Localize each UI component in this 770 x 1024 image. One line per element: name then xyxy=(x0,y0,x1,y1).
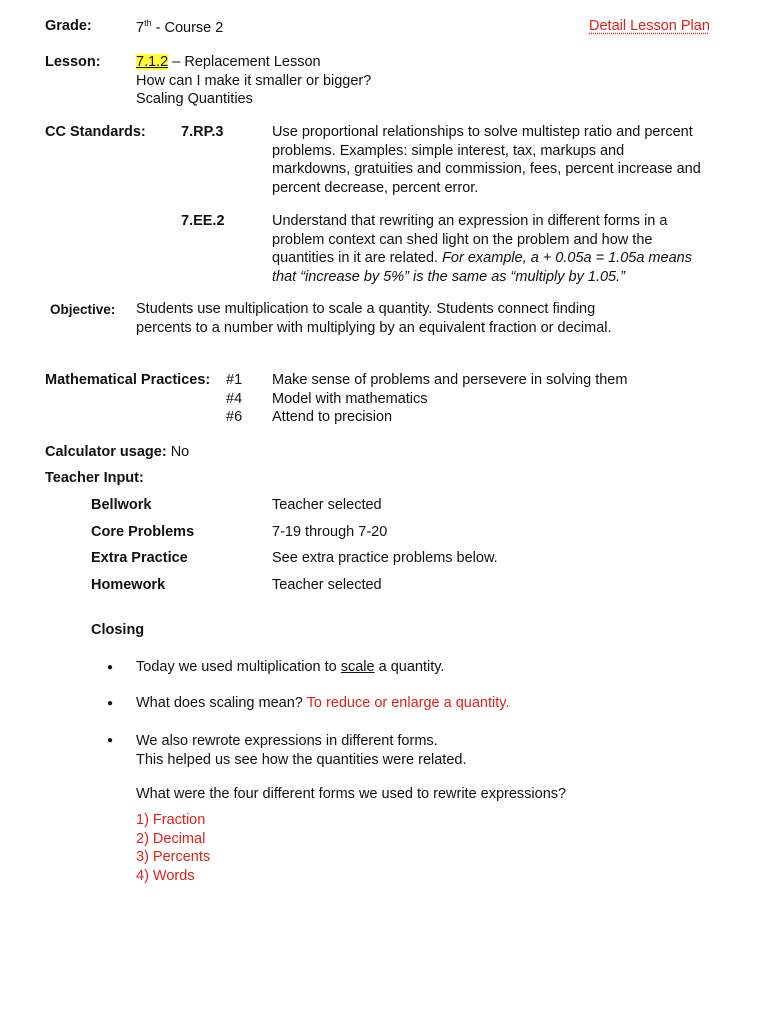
practice-number: #6 xyxy=(226,409,243,425)
lesson-title: – Replacement Lesson xyxy=(168,54,321,70)
standard-line: problems. Examples: simple interest, tax, markups and xyxy=(272,142,625,159)
grade-label: Grade: xyxy=(45,18,92,34)
closing-text: a quantity. xyxy=(374,659,445,675)
closing-label: Closing xyxy=(91,622,145,638)
closing-underlined-word: scale xyxy=(340,659,375,675)
standard-line: Use proportional relationships to solve multistep ratio and percent xyxy=(272,124,693,140)
teacher-row-name: Core Problems xyxy=(91,524,195,540)
bullet-icon: ● xyxy=(107,735,114,746)
practice-text: Model with mathematics xyxy=(272,390,428,407)
calculator-usage xyxy=(45,444,189,460)
grade-superscript: th xyxy=(144,18,152,28)
practice-text: Attend to precision xyxy=(272,409,393,425)
lesson-code: 7.1.2 xyxy=(136,54,169,70)
objective-text xyxy=(136,300,612,337)
calculator-label: Calculator usage: xyxy=(45,444,167,460)
practice-numbers xyxy=(226,371,242,427)
grade-number: 7 xyxy=(136,19,145,36)
bullet-icon: ● xyxy=(107,662,114,673)
objective-line: Students use multiplication to scale a quantity. Students connect finding xyxy=(136,301,596,317)
standard-line: Understand that rewriting an expression in different forms in a xyxy=(272,213,668,229)
standard-description xyxy=(272,212,692,286)
closing-text: Today we used multiplication to xyxy=(136,659,341,675)
standard-code: 7.RP.3 xyxy=(181,124,224,140)
teacher-row-name: Extra Practice xyxy=(91,550,188,566)
closing-bullet xyxy=(136,695,509,711)
teacher-input-label: Teacher Input: xyxy=(45,470,144,486)
math-practices-label: Mathematical Practices: xyxy=(45,372,211,388)
list-item: 3) Percents xyxy=(136,849,211,865)
forms-list xyxy=(136,811,210,885)
teacher-row-value: 7-19 through 7-20 xyxy=(272,524,388,540)
list-item: 2) Decimal xyxy=(136,830,206,847)
calculator-value: No xyxy=(170,444,190,460)
teacher-row-name: Bellwork xyxy=(91,497,152,513)
standard-line: markdowns, gratuities and commission, fees, percent increase and xyxy=(272,161,701,177)
lesson-label: Lesson: xyxy=(45,54,101,70)
standard-line: percent decrease, percent error. xyxy=(272,179,479,196)
closing-text: We also rewrote expressions in different forms. xyxy=(136,733,438,749)
objective-line: percents to a number with multiplying by an equivalent fraction or decimal. xyxy=(136,319,612,336)
grade-value xyxy=(136,18,223,36)
list-item: 1) Fraction xyxy=(136,812,206,828)
practice-text: Make sense of problems and persevere in solving them xyxy=(272,372,628,388)
practice-texts xyxy=(272,371,627,427)
standard-line: problem context can shed light on the problem and how the xyxy=(272,231,653,248)
lesson-details xyxy=(136,53,371,109)
detail-lesson-plan-link[interactable]: Detail Lesson Plan xyxy=(589,18,710,34)
closing-bullet xyxy=(136,732,466,769)
objective-label: Objective: xyxy=(50,302,116,317)
standard-line xyxy=(272,249,692,268)
closing-bullet xyxy=(136,659,444,675)
lesson-topic: Scaling Quantities xyxy=(136,91,253,107)
teacher-row-value: See extra practice problems below. xyxy=(272,550,498,566)
standard-example: For example, a + 0.05a = 1.05a means xyxy=(442,250,692,266)
grade-course: - Course 2 xyxy=(151,19,224,36)
practice-number: #1 xyxy=(226,372,243,388)
list-item: 4) Words xyxy=(136,867,195,884)
standard-code: 7.EE.2 xyxy=(181,213,225,229)
standard-example: that “increase by 5%” is the same as “multiply by 1.05.” xyxy=(272,268,625,285)
teacher-row-name: Homework xyxy=(91,577,166,593)
bullet-icon: ● xyxy=(107,698,114,709)
teacher-row-value: Teacher selected xyxy=(272,577,382,593)
cc-standards-label: CC Standards: xyxy=(45,124,146,140)
closing-forms-question: What were the four different forms we used to rewrite expressions? xyxy=(136,786,567,802)
teacher-row-value: Teacher selected xyxy=(272,497,382,513)
lesson-question: How can I make it smaller or bigger? xyxy=(136,72,372,89)
standard-text: quantities in it are related. xyxy=(272,250,443,266)
practice-number: #4 xyxy=(226,390,243,407)
closing-text: This helped us see how the quantities were related. xyxy=(136,751,467,768)
standard-description xyxy=(272,123,701,197)
closing-answer: To reduce or enlarge a quantity. xyxy=(306,695,510,711)
closing-question: What does scaling mean? xyxy=(136,695,307,711)
